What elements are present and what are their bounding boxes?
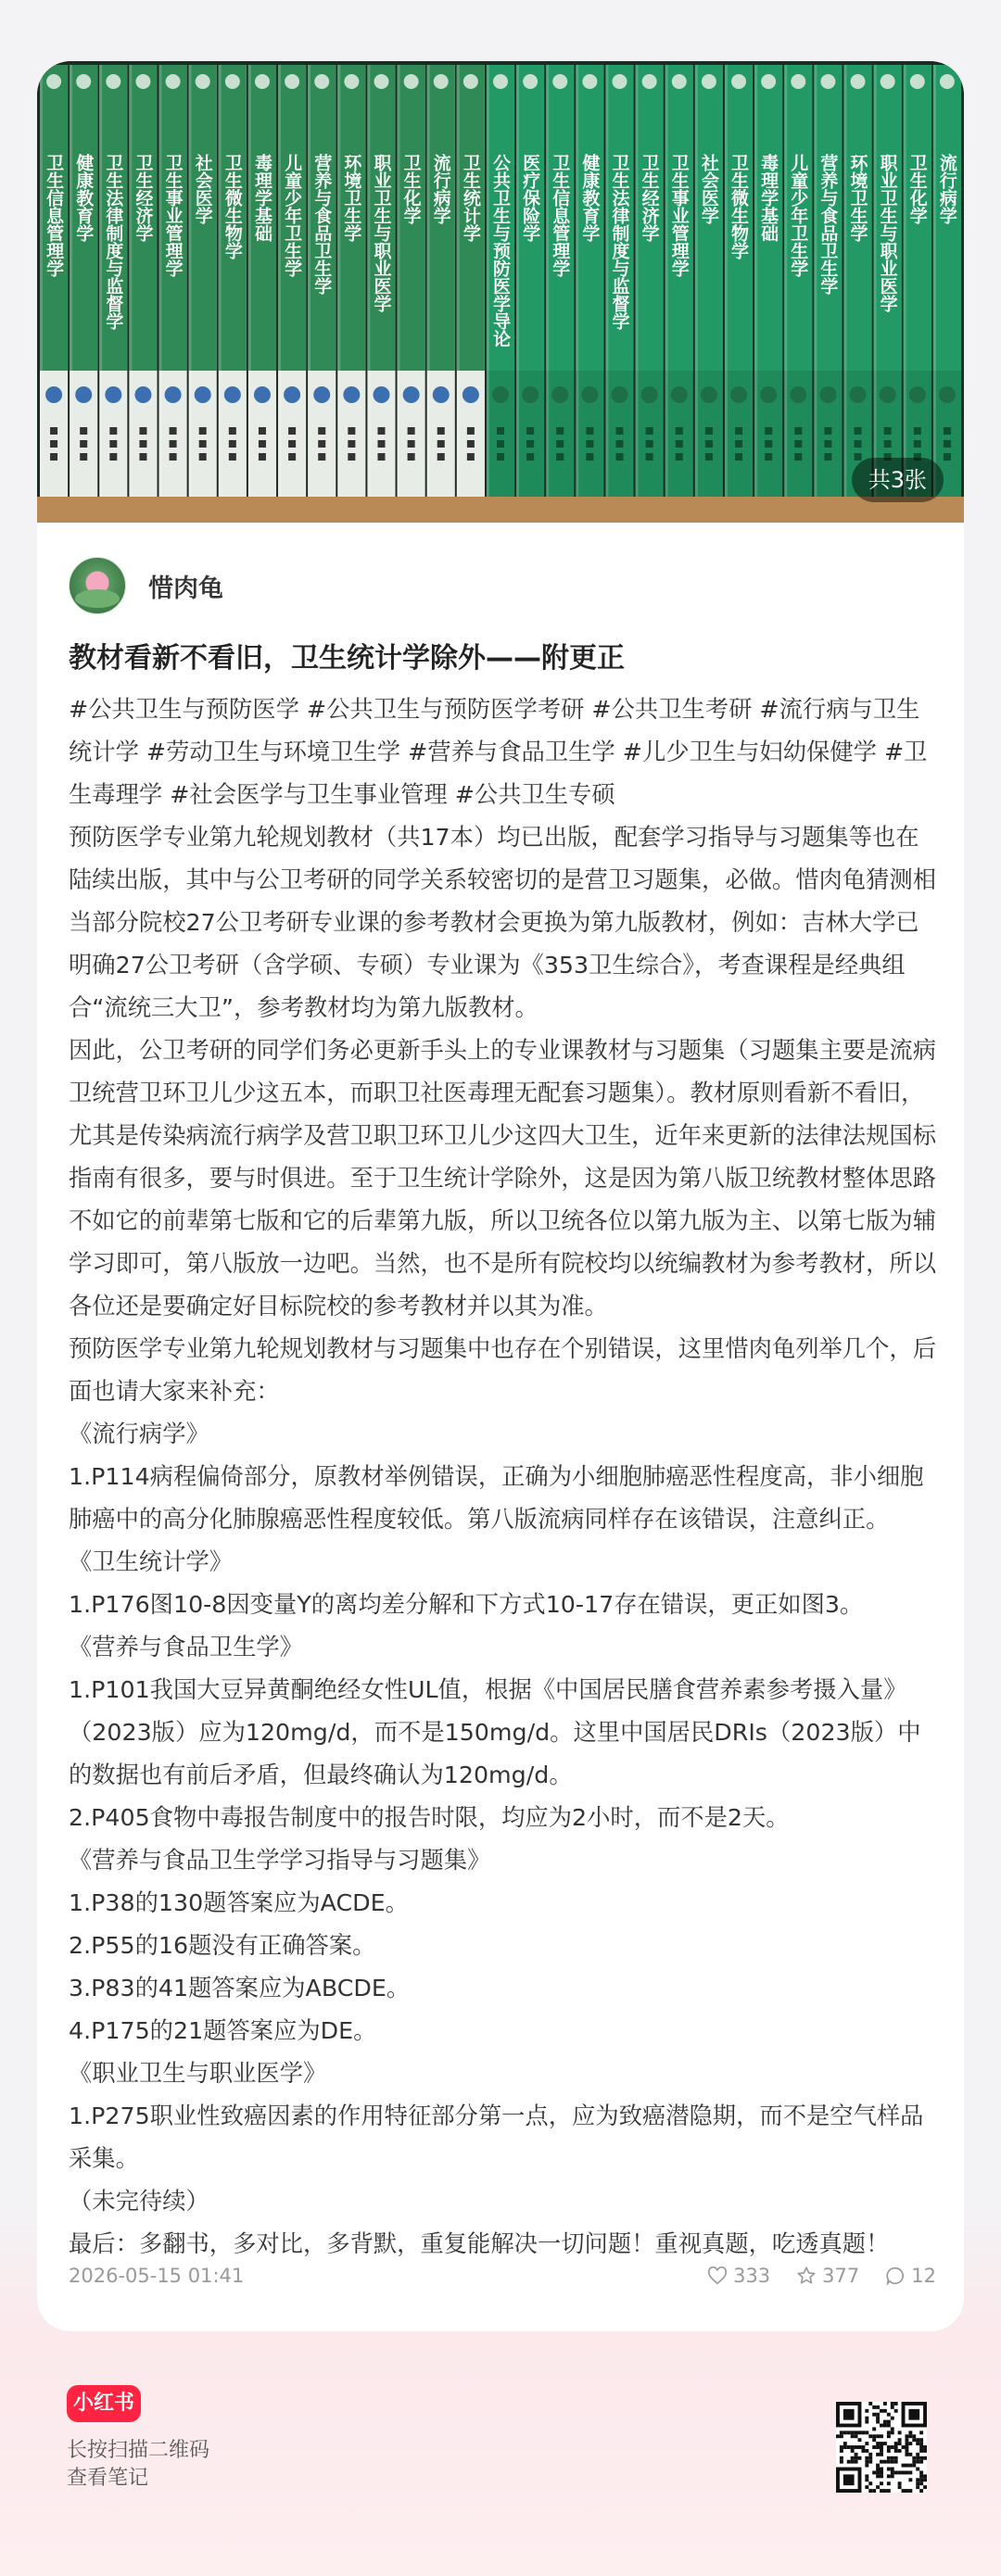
book-spine: [605, 65, 633, 497]
book-title: 社会医学: [192, 154, 213, 224]
book-title: 环境卫生学: [341, 154, 362, 242]
post-paragraph: 1.P176图10-8因变量Y的离均差分解和下方式10-17存在错误，更正如图3。: [69, 1591, 864, 1618]
book-spine: [427, 65, 455, 497]
post-paragraph: 《营养与食品卫生学》: [69, 1634, 303, 1661]
book-title: 卫生法律制度与监督学: [103, 154, 124, 330]
post-paragraph: 预防医学专业第九轮规划教材（共17本）均已出版，配套学习指导与习题集等也在陆续出版，其中与公卫考研的同学关系较密切的是营卫习题集，必做。惜肉龟猜测相当部分院校27公卫考研专业课的参考教材会更换为第九版教材，例如：吉林大学已明确27公卫考研（含学硕、专硕）专业课为《353卫生综合》，考查课程是经典组合“流统三大卫”，参考教材均为第九版教材。: [69, 824, 936, 1021]
post-paragraph: 《营养与食品卫生学学习指导与习题集》: [69, 1847, 491, 1874]
book-title: 健康教育学: [579, 154, 601, 242]
post-paragraph: 预防医学专业第九轮规划教材与习题集中也存在个别错误，这里惜肉龟列举几个，后面也请大家来补充：: [69, 1335, 936, 1405]
comment-button[interactable]: [885, 2265, 936, 2287]
qr-hint-line-1: 长按扫描二维码: [67, 2439, 210, 2462]
book-spine: [278, 65, 306, 497]
collect-count: 377: [822, 2265, 860, 2287]
book-title: 健康教育学: [73, 154, 95, 242]
post-tags[interactable]: #公共卫生与预防医学 #公共卫生与预防医学考研 #公共卫生考研 #流行病与卫生统计学 #劳动卫生与环境卫生学 #营养与食品卫生学 #儿少卫生与妇幼保健学 #卫生毒理学 #社会医学与卫生事业管理 #公共卫生专硕: [69, 696, 928, 808]
like-button[interactable]: [707, 2265, 770, 2287]
post-paragraph: 4.P175的21题答案应为DE。: [69, 2017, 377, 2044]
book-spine: [933, 65, 961, 497]
book-title: 环境卫生学: [847, 154, 868, 242]
book-title: 卫生信息管理学: [550, 154, 571, 277]
book-spine: [219, 65, 247, 497]
book-spine: [129, 65, 157, 497]
book-spine: [843, 65, 871, 497]
post-title: 教材看新不看旧，卫生统计学除外——附更正: [69, 642, 625, 675]
bookshelf-photo: [37, 61, 964, 523]
post-date: 2026-05-15 01:41: [69, 2265, 245, 2287]
book-title: 儿童少年卫生学: [282, 154, 303, 277]
post-paragraph: 1.P38的130题答案应为ACDE。: [69, 1889, 409, 1916]
heart-icon: [707, 2266, 728, 2286]
book-spine: [636, 65, 664, 497]
post-paragraph: 2.P405食物中毒报告制度中的报告时限，均应为2小时，而不是2天。: [69, 1804, 790, 1831]
qr-hint: [67, 2437, 209, 2493]
book-spine: [904, 65, 931, 497]
book-spine: [546, 65, 574, 497]
book-title: 营养与食品卫生学: [817, 154, 839, 295]
book-title: 卫生化学: [906, 154, 928, 224]
book-spine: [516, 65, 544, 497]
book-title: 流行病学: [430, 154, 451, 224]
book-spine: [308, 65, 336, 497]
book-spine: [784, 65, 812, 497]
post-paragraph: 《流行病学》: [69, 1421, 209, 1447]
book-spine: [159, 65, 187, 497]
book-title: 医疗保险学: [520, 154, 541, 242]
book-spine: [725, 65, 753, 497]
xiaohongshu-logo: 小红书: [67, 2385, 141, 2422]
post-meta: [69, 2257, 936, 2294]
book-title: 营养与食品卫生学: [311, 154, 333, 295]
book-title: 卫生微生物学: [222, 154, 243, 259]
post-paragraph: 《职业卫生与职业医学》: [69, 2060, 327, 2087]
book-spine: [576, 65, 603, 497]
book-spine: [337, 65, 365, 497]
star-icon: [796, 2266, 817, 2286]
book-spine: [367, 65, 395, 497]
author-bar[interactable]: [69, 556, 223, 615]
book-spine: [248, 65, 276, 497]
author-name[interactable]: 惜肉龟: [148, 574, 223, 603]
book-title: 儿童少年卫生学: [788, 154, 809, 277]
post-paragraph: 2.P55的16题没有正确答案。: [69, 1932, 376, 1959]
book-title: 卫生化学: [400, 154, 422, 224]
post-paragraph: 最后：多翻书，多对比，多背默，重复能解决一切问题！重视真题，吃透真题！: [69, 2230, 890, 2257]
avatar[interactable]: [69, 557, 126, 614]
book-spine: [665, 65, 693, 497]
book-spine: [754, 65, 782, 497]
book-spine: [398, 65, 425, 497]
book-title: 流行病学: [936, 154, 957, 224]
book-title: 毒理学基础: [758, 154, 779, 242]
post-paragraph: 1.P275职业性致癌因素的作用特征部分第一点，应为致癌潜隐期，而不是空气样品采集。: [69, 2102, 924, 2172]
book-title: 卫生事业管理学: [162, 154, 184, 277]
book-spine: [874, 65, 902, 497]
qr-code[interactable]: [836, 2402, 927, 2493]
book-title: 卫生微生物学: [729, 154, 750, 259]
book-title: 职业卫生与职业医学: [877, 154, 898, 312]
book-spine: [695, 65, 723, 497]
post-paragraph: 《卫生统计学》: [69, 1548, 234, 1575]
book-title: 卫生事业管理学: [668, 154, 690, 277]
post-paragraph: 3.P83的41题答案应为ABCDE。: [69, 1975, 411, 2001]
book-title: 卫生经济学: [133, 154, 154, 242]
book-title: 卫生统计学: [460, 154, 481, 242]
comment-count: 12: [911, 2265, 936, 2287]
cover-image[interactable]: [37, 61, 964, 523]
book-title: 卫生法律制度与监督学: [609, 154, 630, 330]
post-paragraph: （未完待续）: [69, 2188, 209, 2215]
post-paragraph: 因此，公卫考研的同学们务必更新手头上的专业课教材与习题集（习题集主要是流病卫统营卫环卫儿少这五本，而职卫社医毒理无配套习题集）。教材原则看新不看旧，尤其是传染病流行病学及营卫职卫环卫儿少这四大卫生，近年来更新的法律法规国标指南有很多，要与时俱进。至于卫生统计学除外，这是因为第八版卫统教材整体思路不如它的前辈第七版和它的后辈第九版，所以卫统各位以第九版为主、以第七版为辅学习即可，第八版放一边吧。当然，也不是所有院校均以统编教材为参考教材，所以各位还是要确定好目标院校的参考教材并以其为准。: [69, 1037, 936, 1320]
image-count-badge: 共3张: [852, 458, 944, 502]
qr-hint-line-2: 查看笔记: [67, 2467, 149, 2490]
book-spine: [70, 65, 97, 497]
book-title: 职业卫生与职业医学: [371, 154, 392, 312]
book-title: 社会医学: [698, 154, 719, 224]
post-content: [69, 688, 936, 2266]
book-spine: [189, 65, 217, 497]
book-spine: [40, 65, 68, 497]
note-card: [37, 61, 964, 2331]
book-spine: [457, 65, 485, 497]
book-title: 公共卫生与预防医学导论: [490, 154, 511, 347]
book-title: 卫生信息管理学: [44, 154, 65, 277]
book-spine: [487, 65, 514, 497]
book-spine: [814, 65, 842, 497]
comment-icon: [885, 2266, 906, 2286]
book-title: 毒理学基础: [251, 154, 272, 242]
book-title: 卫生经济学: [639, 154, 660, 242]
collect-button[interactable]: [796, 2265, 859, 2287]
like-count: 333: [733, 2265, 771, 2287]
book-spine: [99, 65, 127, 497]
post-paragraph: 1.P114病程偏倚部分，原教材举例错误，正确为小细胞肺癌恶性程度高，非小细胞肺癌中的高分化肺腺癌恶性程度较低。第八版流病同样存在该错误，注意纠正。: [69, 1463, 924, 1533]
post-paragraph: 1.P101我国大豆异黄酮绝经女性UL值，根据《中国居民膳食营养素参考摄入量》（2023版）应为120mg/d，而不是150mg/d。这里中国居民DRIs（2023版）中的数据也有前后矛盾，但最终确认为120mg/d。: [69, 1676, 921, 1788]
